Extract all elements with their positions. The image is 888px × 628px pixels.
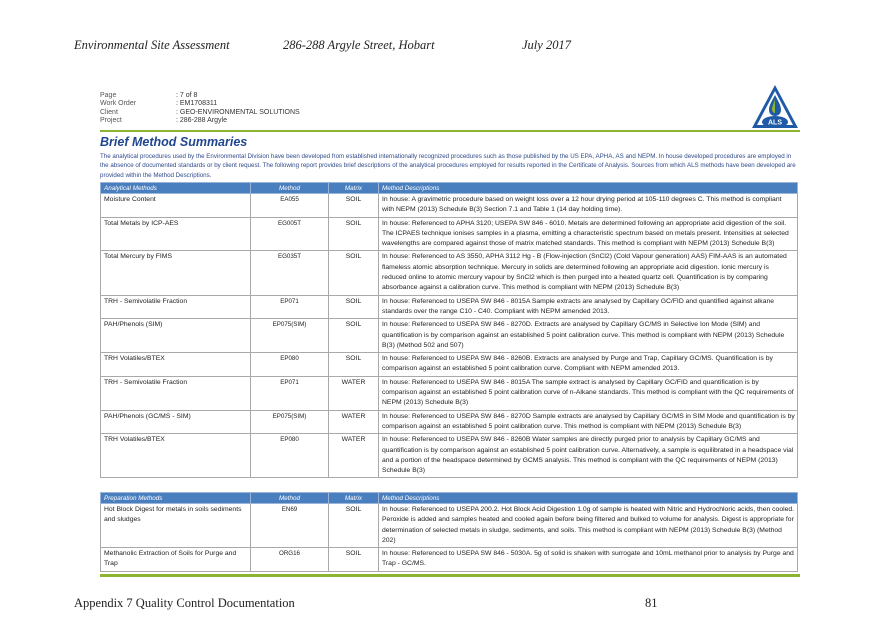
table-row: [101, 319, 798, 353]
method-description: In house: Referenced to APHA 3120; USEPA SW 846 - 6010. Metals are determined following an appropriate acid digestion of the soil. The ICPAES technique ionises samples in a plasma, emitting a characteristic spectrum based on metals present. Intensities at selected wavelengths are compared against those of matrix matched standards. This method is compliant with NEPM (2013) Schedule B(3): [379, 217, 798, 251]
method-matrix: SOIL: [329, 251, 379, 295]
method-name: TRH - Semivolatile Fraction: [101, 295, 251, 319]
method-matrix: SOIL: [329, 295, 379, 319]
method-matrix: SOIL: [329, 194, 379, 218]
preparation-methods-table: [100, 492, 798, 572]
method-matrix: SOIL: [329, 217, 379, 251]
method-name: TRH Volatiles/BTEX: [101, 353, 251, 377]
meta-row-page: Page : 7 of 8: [100, 92, 198, 99]
header-date: July 2017: [522, 38, 571, 52]
method-description: In house: Referenced to USEPA 200.2. Hot Block Acid Digestion 1.0g of sample is heated with Nitric and Hydrochloric acids, then cooled. Peroxide is added and samples heated and cooled again before being filtered and bulked to volume for analysis. Digest is appropriate for determination of selected metals in sludge, sediments, and soils. This method is compliant with NEPM (2013) Schedule B(3) (Method 202): [379, 504, 798, 548]
col-header-matrix: Matrix: [329, 493, 379, 504]
method-name: Total Mercury by FIMS: [101, 251, 251, 295]
method-code: EP080: [251, 434, 329, 478]
table-row: [101, 548, 798, 572]
method-matrix: SOIL: [329, 548, 379, 572]
method-matrix: WATER: [329, 434, 379, 478]
method-code: EP071: [251, 376, 329, 410]
method-code: EP080: [251, 353, 329, 377]
section-intro: The analytical procedures used by the Environmental Division have been developed from established internationally recognized procedures such as those published by the US EPA, APHA, AS and NEPM. In house developed procedures are employed in the absence of documented standards or by client request. The following report provides brief descriptions of the analytical procedures employed for results reported in the Certificate of Analysis. Sources from which ALS methods have been developed are provided within the Method Descriptions.: [100, 153, 796, 179]
method-matrix: SOIL: [329, 319, 379, 353]
method-code: EA055: [251, 194, 329, 218]
col-header-name: Analytical Methods: [101, 183, 251, 194]
col-header-method: Method: [251, 493, 329, 504]
method-name: TRH Volatiles/BTEX: [101, 434, 251, 478]
col-header-description: Method Descriptions: [379, 493, 798, 504]
method-code: EP075(SIM): [251, 319, 329, 353]
table-row: [101, 376, 798, 410]
table-header-row: [101, 493, 798, 504]
method-code: EP071: [251, 295, 329, 319]
method-name: Total Metals by ICP-AES: [101, 217, 251, 251]
meta-row-work-order: Work Order : EM1708311: [100, 100, 218, 108]
col-header-name: Preparation Methods: [101, 493, 251, 504]
footer-divider: [100, 574, 800, 577]
method-code: EG005T: [251, 217, 329, 251]
method-code: ORG16: [251, 548, 329, 572]
table-row: [101, 353, 798, 377]
method-code: EG035T: [251, 251, 329, 295]
meta-row-client: Client : GEO-ENVIRONMENTAL SOLUTIONS: [100, 108, 300, 116]
method-matrix: WATER: [329, 410, 379, 434]
method-description: In house: Referenced to USEPA SW 846 - 8260B Water samples are directly purged prior to analysis by Capillary GC/MS and quantification is by comparison against an established 5 point calibration curve. Alternatively, a sample is equilibrated in a headspace vial and a portion of the headspace determined by GCMS analysis. This method is compliant with the QC requirements of NEPM (2013) Schedule B(3): [379, 434, 798, 478]
method-description: In house: Referenced to USEPA SW 846 - 8015A The sample extract is analysed by Capillary GC/FID and quantification is by comparison against an established 5 point calibration curve of n-Alkane standards. This method is compliant with the QC requirements of NEPM (2013) Schedule B(3): [379, 376, 798, 410]
method-code: EN69: [251, 504, 329, 548]
method-matrix: SOIL: [329, 504, 379, 548]
col-header-matrix: Matrix: [329, 183, 379, 194]
table-row: [101, 295, 798, 319]
method-matrix: SOIL: [329, 353, 379, 377]
meta-row-project: Project : 286-288 Argyle: [100, 116, 227, 124]
method-description: In house: Referenced to AS 3550, APHA 3112 Hg - B (Flow-injection (SnCl2) (Cold Vapour generation) AAS) FIM-AAS is an automated flameless atomic absorption technique. Mercury in solids are determined following an appropriate acid digestion. Ionic mercury is reduced online to atomic mercury vapour by SnCl2 which is then purged into a heated quartz cell. Quantification is by comparing absorbance against a calibration curve. This method is compliant with NEPM (2013) Schedule B(3): [379, 251, 798, 295]
logo-text: ALS: [768, 119, 782, 127]
method-description: In house: Referenced to USEPA SW 846 - 5030A. 5g of solid is shaken with surrogate and 10mL methanol prior to analysis by Purge and Trap - GC/MS.: [379, 548, 798, 572]
method-description: In house: Referenced to USEPA SW 846 - 8270D. Extracts are analysed by Capillary GC/MS in Selective Ion Mode (SIM) and quantification is by comparison against an established 5 point calibration curve. This method is compliant with NEPM (2013) Schedule B(3) (Method 502 and 507): [379, 319, 798, 353]
method-description: In house: Referenced to USEPA SW 846 - 8260B. Extracts are analysed by Purge and Trap, Capillary GC/MS. Quantification is by comparison against an established 5 point calibration curve. Compliant with NEPM amended 2013.: [379, 353, 798, 377]
table-row: [101, 434, 798, 478]
method-description: In house: A gravimetric procedure based on weight loss over a 12 hour drying period at 105-110 degrees C. This method is compliant with NEPM (2013) Schedule B(3) Section 7.1 and Table 1 (14 day holding time).: [379, 194, 798, 218]
analytical-methods-table: [100, 182, 798, 478]
method-description: In house: Referenced to USEPA SW 846 - 8015A Sample extracts are analysed by Capillary GC/FID and quantified against alkane standards over the range C10 - C40. Compliant with NEPM amended 2013.: [379, 295, 798, 319]
col-header-description: Method Descriptions: [379, 183, 798, 194]
col-header-method: Method: [251, 183, 329, 194]
header-report-title: Environmental Site Assessment: [74, 38, 230, 52]
method-code: EP075(SIM): [251, 410, 329, 434]
table-header-row: [101, 183, 798, 194]
method-name: TRH - Semivolatile Fraction: [101, 376, 251, 410]
footer-page-number: 81: [645, 596, 658, 610]
table-row: [101, 504, 798, 548]
method-name: Hot Block Digest for metals in soils sediments and sludges: [101, 504, 251, 548]
als-logo-icon: [750, 84, 800, 130]
footer-appendix-title: Appendix 7 Quality Control Documentation: [74, 596, 295, 610]
method-name: Moisture Content: [101, 194, 251, 218]
method-description: In house: Referenced to USEPA SW 846 - 8270D Sample extracts are analysed by Capillary GC/MS in SIM Mode and quantification is by comparison against an established 5 point calibration curve. This method is compliant with NEPM (2013) Schedule B(3): [379, 410, 798, 434]
method-matrix: WATER: [329, 376, 379, 410]
table-row: [101, 217, 798, 251]
method-name: Methanolic Extraction of Soils for Purge and Trap: [101, 548, 251, 572]
method-name: PAH/Phenols (SIM): [101, 319, 251, 353]
method-name: PAH/Phenols (GC/MS - SIM): [101, 410, 251, 434]
table-row: [101, 251, 798, 295]
section-title: Brief Method Summaries: [100, 135, 248, 149]
header-site-address: 286-288 Argyle Street, Hobart: [283, 38, 435, 52]
header-divider: [100, 130, 800, 132]
table-row: [101, 410, 798, 434]
report-meta: [100, 92, 300, 125]
table-row: [101, 194, 798, 218]
